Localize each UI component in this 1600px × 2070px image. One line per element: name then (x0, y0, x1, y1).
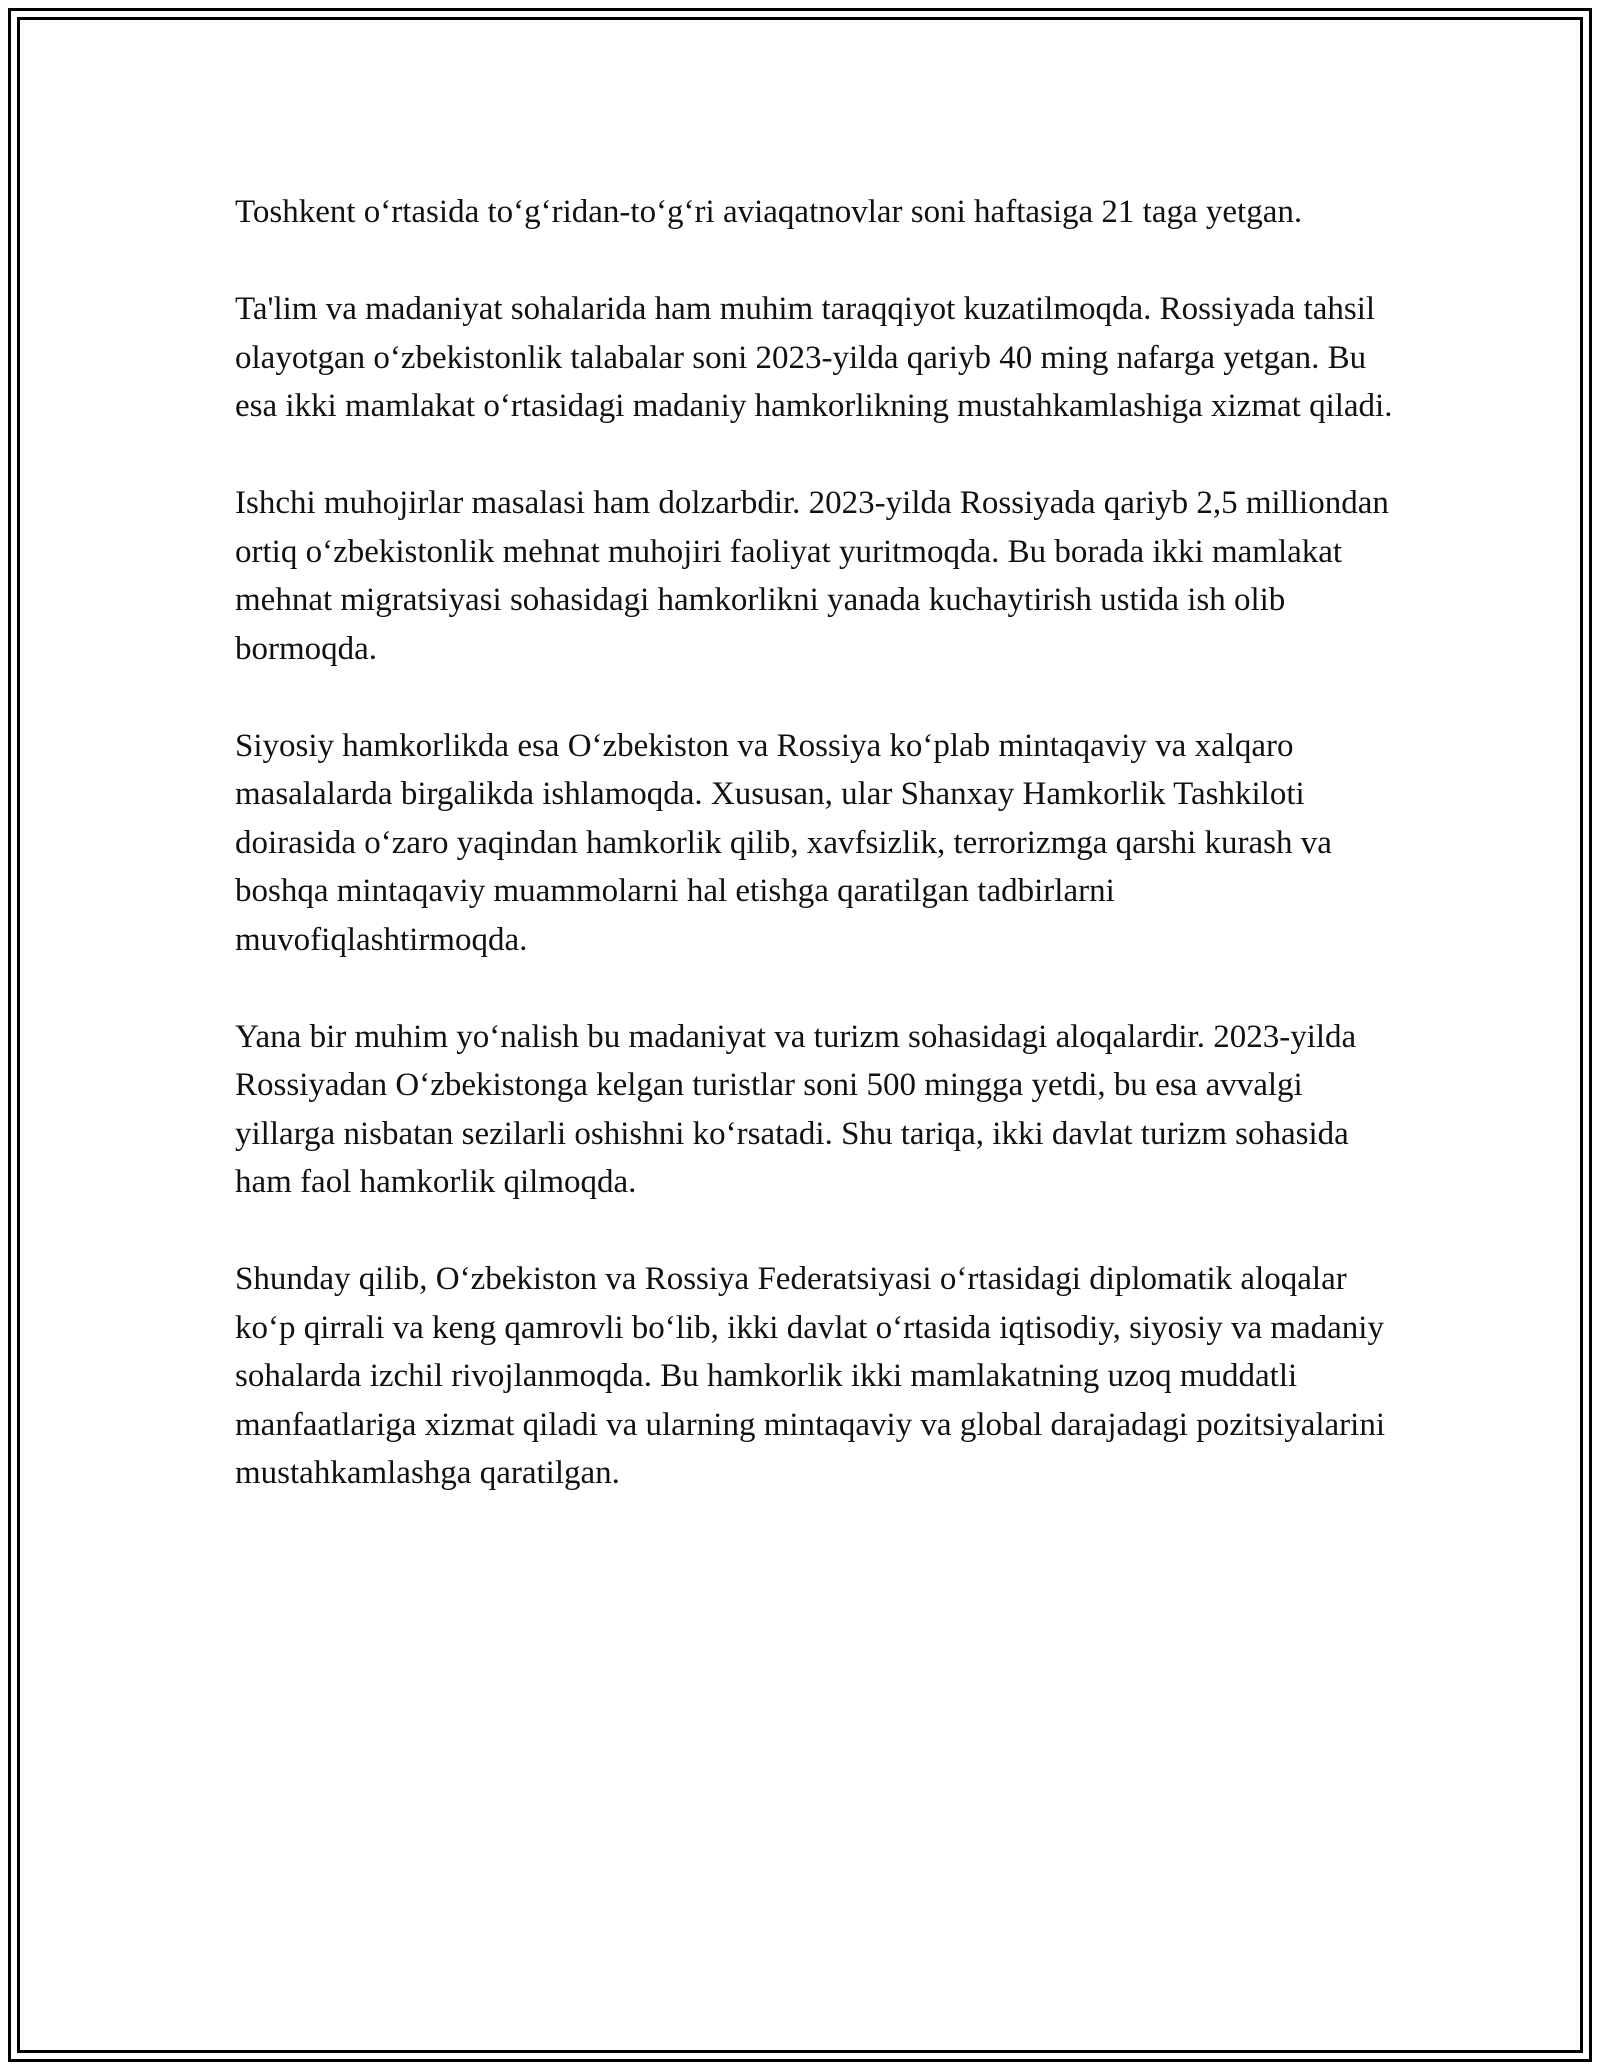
paragraph-culture-tourism: Yana bir muhim yo‘nalish bu madaniyat va turizm sohasidagi aloqalardir. 2023-yilda Rossiyadan O‘zbekistonga kelgan turistlar soni 500 mingga yetdi, bu esa avvalgi yillarga nisbatan sezilarli oshishni ko‘rsatadi. Shu tariqa, ikki davlat turizm sohasida ham faol hamkorlik qilmoqda. (235, 1018, 1357, 1200)
paragraph-conclusion: Shunday qilib, O‘zbekiston va Rossiya Federatsiyasi o‘rtasidagi diplomatik aloqalar ko‘p qirrali va keng qamrovli bo‘lib, ikki davlat o‘rtasida iqtisodiy, siyosiy va madaniy sohalarda izchil rivojlanmoqda. Bu hamkorlik ikki mamlakatning uzoq muddatli manfaatlariga xizmat qiladi va ularning mintaqaviy va global darajadagi pozitsiyalarini mustahkamlashga qaratilgan. (235, 1261, 1386, 1491)
paragraph-political-cooperation: Siyosiy hamkorlikda esa O‘zbekiston va Rossiya ko‘plab mintaqaviy va xalqaro masalalarda birgalikda ishlamoqda. Xususan, ular Shanxay Hamkorlik Tashkiloti doirasida o‘zaro yaqindan hamkorlik qilib, xavfsizlik, terrorizmga qarshi kurash va boshqa mintaqaviy muammolarni hal etishga qaratilgan tadbirlarni muvofiqlashtirmoqda. (235, 727, 1332, 958)
paragraph-flights: Toshkent o‘rtasida to‘g‘ridan-to‘g‘ri aviaqatnovlar soni haftasiga 21 taga yetgan. (235, 194, 1303, 230)
paragraph-labor-migration: Ishchi muhojirlar masalasi ham dolzarbdir. 2023-yilda Rossiyada qariyb 2,5 milliondan ortiq o‘zbekistonlik mehnat muhojiri faoliyat yuritmoqda. Bu borada ikki mamlakat mehnat migratsiyasi sohasidagi hamkorlikni yanada kuchaytirish ustida ish olib bormoqda. (235, 485, 1389, 667)
document-body (235, 188, 1395, 1546)
paragraph-education: Ta'lim va madaniyat sohalarida ham muhim taraqqiyot kuzatilmoqda. Rossiyada tahsil olayotgan o‘zbekistonlik talabalar soni 2023-yilda qariyb 40 ming nafarga yetgan. Bu esa ikki mamlakat o‘rtasidagi madaniy hamkorlikning mustahkamlashiga xizmat qiladi. (235, 291, 1393, 424)
